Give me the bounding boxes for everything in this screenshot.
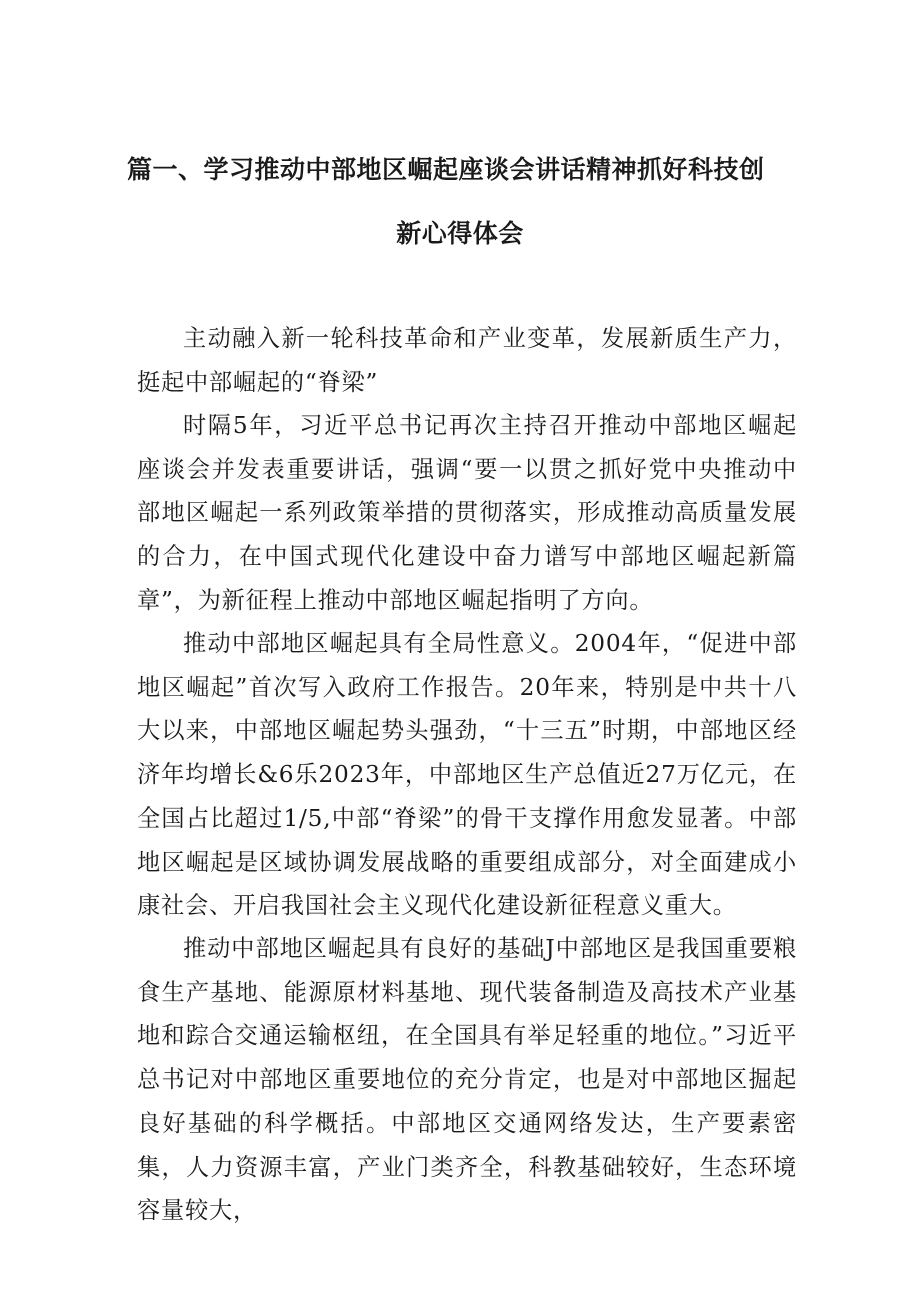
paragraph-subtitle: 主动融入新一轮科技革命和产业变革，发展新质生产力，挺起中部崛起的“脊梁” (137, 325, 797, 396)
document-title-line-2: 新心得体会 (396, 219, 524, 248)
document-title-line-1: 篇一、学习推动中部地区崛起座谈会讲话精神抓好科技创 (127, 155, 765, 184)
paragraph-3: 推动中部地区崛起具有良好的基础J中部地区是我国重要粮食生产基地、能源原材料基地、现代装备制造及高技术产业基地和踪合交通运输枢纽，在全国具有举足轻重的地位。”习近平总书记对中部地区重要地位的充分肯定，也是对中部地区掘起良好基础的科学概括。中部地区交通网络发达，生产要素密集，人力资源丰富，产业门类齐全，科教基础较好，生态环境容量较大， (137, 935, 797, 1225)
paragraph-1: 时隔5年，习近平总书记再次主持召开推动中部地区崛起座谈会并发表重要讲话，强调“要一以贯之抓好党中央推动中部地区崛起一系列政策举措的贯彻落实，形成推动高质量发展的合力，在中国式现代化建设中奋力谱写中部地区崛起新篇章”，为新征程上推动中部地区崛起指明了方向。 (137, 412, 797, 614)
paragraph-2: 推动中部地区崛起具有全局性意义。2004年，“促进中部地区崛起”首次写入政府工作报告。20年来，特别是中共十八大以来，中部地区崛起势头强劲，“十三五”时期，中部地区经济年均增长&6乐2023年，中部地区生产总值近27万亿元，在全国占比超过1/5,中部“脊梁”的骨干支撑作用愈发显著。中部地区崛起是区域协调发展战略的重要组成部分，对全面建成小康社会、开启我国社会主义现代化建设新征程意义重大。 (137, 630, 797, 920)
